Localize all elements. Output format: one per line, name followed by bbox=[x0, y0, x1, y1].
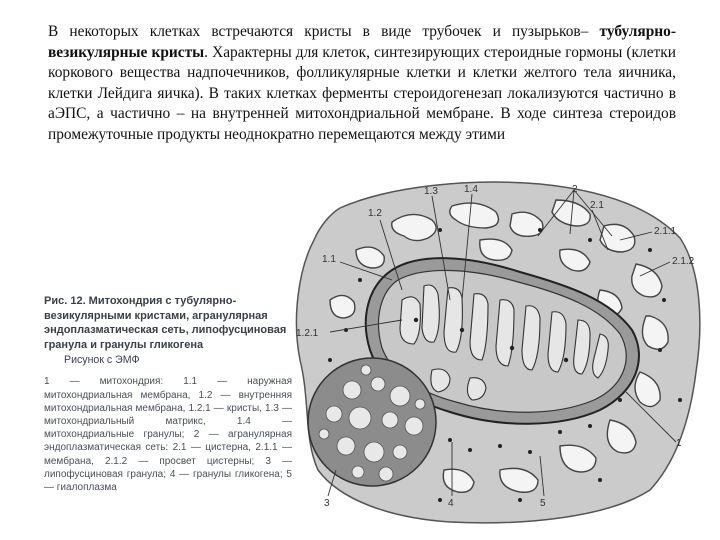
label-1-2: 1.2 bbox=[368, 208, 382, 219]
label-5: 5 bbox=[540, 498, 546, 509]
label-2: 2 bbox=[572, 184, 578, 195]
label-4: 4 bbox=[448, 498, 454, 509]
label-1-3: 1.3 bbox=[424, 186, 438, 197]
label-1: 1 bbox=[676, 438, 682, 449]
lipofuscin-granule bbox=[308, 358, 436, 486]
figure-caption bbox=[44, 294, 292, 494]
label-3: 3 bbox=[324, 498, 330, 509]
paragraph-intro: В некоторых клетках встречаются кристы в виде трубочек и пузырьков– bbox=[48, 23, 589, 40]
paragraph-rest: . Характерны для клеток, синтезирующих стероидные гормоны (клетки коркового вещества надпочечников, фолликулярные клетки и клетки желтого тела яичника, клетки Лейдига яичка). В таких клетках ферменты стероидогенезап локализуются частично в аЭПС, а частично – на внутренней митохондриальной мембране. В ходе синтеза стероидов промежуточные продукты неоднократно перемещаются между этими bbox=[48, 43, 676, 143]
caption-legend: 1 — митохондрия: 1.1 — наружная митохондриальная мембрана, 1.2 — внутренняя митохондриальная мембрана, 1.2.1 — кристы, 1.3 — митохондриальный матрикс, 1.4 — митохондриальные гранулы; 2 — агранулярная эндоплазматическая сеть: 2.1 — цистерна, 2.1.1 — мембрана, 2.1.2 — просвет цистерны; 3 — липофусциновая гранула; 4 — гранулы гликогена; 5 — гиалоплазма bbox=[44, 376, 292, 493]
label-2-1-2: 2.1.2 bbox=[672, 256, 695, 267]
caption-title: Рис. 12. Митохондрия с тубулярно-везикулярными кристами, агранулярная эндоплазматическая сеть, липофусциновая гранула и гранулы гликогена bbox=[44, 295, 287, 351]
label-1-4: 1.4 bbox=[464, 184, 478, 195]
label-2-1-1: 2.1.1 bbox=[654, 226, 677, 237]
label-2-1: 2.1 bbox=[590, 200, 604, 211]
caption-subtitle: Рисунок с ЭМФ bbox=[64, 354, 140, 367]
label-1-1: 1.1 bbox=[322, 254, 336, 265]
label-1-2-1: 1.2.1 bbox=[296, 328, 319, 339]
paragraph-term: тубулярно-везикулярные кристы bbox=[48, 23, 676, 61]
